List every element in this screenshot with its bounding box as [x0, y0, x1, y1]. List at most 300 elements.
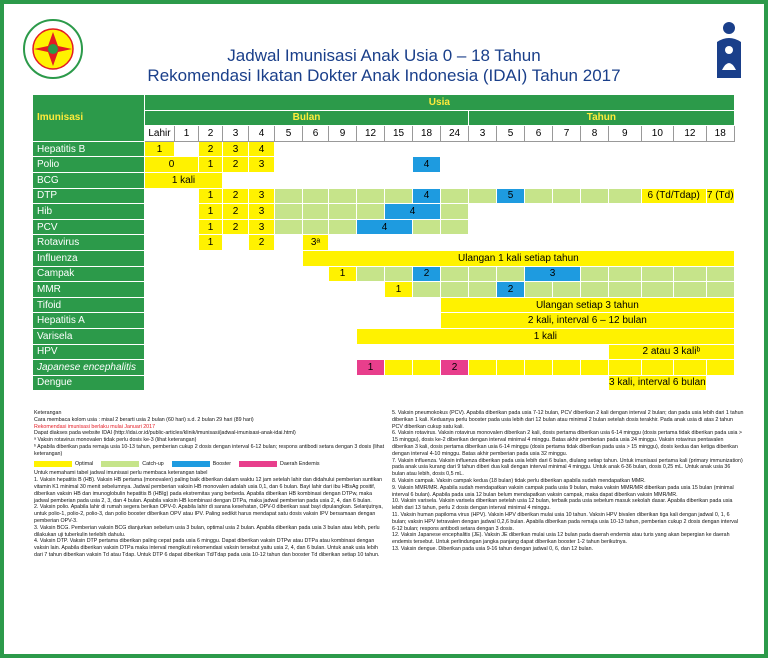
schedule-cell: [145, 360, 175, 376]
schedule-cell: [199, 328, 223, 344]
age-column-header: 7: [553, 126, 581, 142]
schedule-cell: [385, 344, 413, 360]
schedule-cell: [175, 204, 199, 220]
schedule-cell: [441, 219, 469, 235]
schedule-cell: [525, 172, 553, 188]
vaccine-row: [33, 250, 735, 266]
schedule-cell: [609, 188, 642, 204]
schedule-cell: [497, 266, 525, 282]
schedule-cell: [553, 360, 581, 376]
schedule-cell: [441, 172, 469, 188]
schedule-cell: [249, 297, 275, 313]
schedule-cell: [145, 204, 175, 220]
schedule-cell: [275, 360, 303, 376]
schedule-cell: [674, 282, 707, 298]
schedule-cell: [175, 266, 199, 282]
schedule-cell: [706, 375, 734, 391]
schedule-cell: [175, 141, 199, 157]
schedule-cell: [674, 141, 707, 157]
schedule-cell: [706, 235, 734, 251]
note-line: 8. Vaksin campak. Vaksin campak kedua (18 bulan) tidak perlu diberikan apabila sudah mendapatkan MMR.: [392, 477, 646, 484]
schedule-cell: [469, 172, 497, 188]
schedule-cell: [329, 157, 357, 173]
schedule-cell: 4: [249, 141, 275, 157]
schedule-cell: [223, 297, 249, 313]
schedule-cell: [609, 266, 642, 282]
schedule-cell: [303, 172, 329, 188]
schedule-cell: [175, 360, 199, 376]
note-line: 6. Vaksin rotavirus. Vaksin rotavirus monovalen diberikan 2 kali, dosis pertama diberikan usia 6-14 minggu (dosis pertama tidak diberikan pada usia > 15 minggu), dosis ke-2 diberikan dengan interval minimal 4 minggu. Batas akhir pemberian pada usia 24 minggu. Vaksin rotavirus pentavalen diberikan 3 kali, dosis pertama diberikan usia 6-14 minggu (dosis pertama tidak diberikan pada usia > 15 minggu), dosis kedua dan ketiga diberikan dengan interval 4-10 minggu. Batas akhir pemberian pada usia 32 minggu.: [392, 430, 743, 457]
schedule-cell: [497, 157, 525, 173]
schedule-cell: [329, 297, 357, 313]
schedule-cell: 2 kali, interval 6 – 12 bulan: [441, 313, 735, 329]
schedule-cell: [385, 266, 413, 282]
note-line: 7. Vaksin influenza. Vaksin influenza diberikan pada usia lebih dari 6 bulan, diulang setiap tahun. Untuk imunisasi pertama kali (primary immunization) pada anak usia kurang dari 9 tahun diberi dua kali dengan interval minimal 4 minggu. Untuk anak 6-36 bulan, dosis 0,25 mL. Untuk anak usia 36 bulan atau lebih, dosis 0,5 mL.: [392, 457, 743, 478]
schedule-cell: [223, 313, 249, 329]
schedule-cell: [413, 375, 441, 391]
schedule-cell: [329, 235, 357, 251]
schedule-cell: 2: [223, 188, 249, 204]
schedule-cell: [385, 360, 413, 376]
schedule-cell: [441, 188, 469, 204]
schedule-cell: [497, 141, 525, 157]
schedule-cell: 1: [199, 188, 223, 204]
legend-item-booster: [172, 461, 231, 468]
schedule-cell: [581, 375, 609, 391]
schedule-cell: [497, 344, 525, 360]
schedule-cell: [525, 157, 553, 173]
note-line: Rekomendasi imunisasi berlaku mulai Januari 2017: [34, 423, 156, 430]
schedule-cell: [641, 282, 674, 298]
vaccine-row: [33, 157, 735, 173]
schedule-cell: 0: [145, 157, 199, 173]
schedule-cell: [223, 344, 249, 360]
schedule-cell: [441, 141, 469, 157]
schedule-cell: [641, 235, 674, 251]
note-line: Untuk memahami tabel jadwal imunisasi perlu membaca keterangan tabel: [34, 470, 208, 477]
legend-item-catchup: [101, 461, 164, 468]
vaccine-name: Varisela: [33, 328, 145, 344]
vaccine-row: [33, 235, 735, 251]
schedule-cell: [525, 219, 553, 235]
notes-left-column: [34, 410, 386, 559]
vaccine-row: [33, 328, 735, 344]
schedule-cell: [223, 328, 249, 344]
schedule-cell: [223, 250, 249, 266]
schedule-cell: [553, 188, 581, 204]
vaccine-row: [33, 313, 735, 329]
schedule-cell: [385, 297, 413, 313]
age-column-header: 12: [674, 126, 707, 142]
schedule-cell: [145, 344, 175, 360]
schedule-cell: 3: [249, 219, 275, 235]
legend-label: Optimal: [75, 460, 94, 467]
schedule-cell: [581, 266, 609, 282]
schedule-cell: [275, 157, 303, 173]
vaccine-row: [33, 344, 735, 360]
schedule-cell: [469, 375, 497, 391]
parent-child-icon: [707, 20, 751, 80]
schedule-cell: [199, 344, 223, 360]
schedule-cell: [145, 250, 175, 266]
schedule-cell: 2: [199, 141, 223, 157]
schedule-cell: [357, 141, 385, 157]
schedule-cell: [275, 266, 303, 282]
schedule-cell: [497, 375, 525, 391]
schedule-cell: [497, 360, 525, 376]
schedule-cell: [581, 219, 609, 235]
schedule-cell: [413, 297, 441, 313]
schedule-cell: [609, 204, 642, 220]
schedule-cell: [303, 141, 329, 157]
schedule-cell: [441, 157, 469, 173]
schedule-cell: [469, 266, 497, 282]
schedule-cell: [525, 282, 553, 298]
schedule-cell: [329, 360, 357, 376]
schedule-cell: 6 (Td/Tdap): [641, 188, 706, 204]
schedule-cell: [199, 297, 223, 313]
schedule-cell: [329, 219, 357, 235]
schedule-cell: [275, 297, 303, 313]
schedule-cell: [469, 141, 497, 157]
schedule-cell: 3ᵃ: [303, 235, 329, 251]
schedule-cell: 3: [525, 266, 581, 282]
note-line: 13. Vaksin dengue. Diberikan pada usia 9-16 tahun dengan jadwal 0, 6, dan 12 bulan.: [392, 545, 594, 552]
schedule-cell: [357, 313, 385, 329]
schedule-cell: [553, 141, 581, 157]
schedule-cell: [581, 157, 609, 173]
schedule-cell: [275, 219, 303, 235]
schedule-cell: 5: [497, 188, 525, 204]
schedule-cell: [469, 235, 497, 251]
schedule-cell: [357, 157, 385, 173]
note-line: Dapat diakses pada website IDAI (http://idai.or.id/public-articles/klinik/imunisasi/jadwal-imunisasi-anak-idai.html): [34, 430, 296, 437]
schedule-cell: 2: [413, 266, 441, 282]
schedule-cell: [145, 219, 175, 235]
schedule-cell: [497, 219, 525, 235]
schedule-cell: [329, 344, 357, 360]
schedule-cell: [145, 313, 175, 329]
legend-swatch: [101, 461, 139, 467]
schedule-cell: [525, 375, 553, 391]
schedule-cell: [413, 360, 441, 376]
schedule-cell: 2 atau 3 kaliᵇ: [609, 344, 735, 360]
schedule-cell: [706, 157, 734, 173]
schedule-cell: [275, 328, 303, 344]
age-column-header: 5: [497, 126, 525, 142]
schedule-cell: [175, 282, 199, 298]
schedule-cell: [329, 172, 357, 188]
schedule-cell: [223, 266, 249, 282]
age-column-header: 2: [199, 126, 223, 142]
schedule-cell: [249, 266, 275, 282]
schedule-cell: [303, 219, 329, 235]
schedule-cell: Ulangan 1 kali setiap tahun: [303, 250, 735, 266]
schedule-cell: [303, 204, 329, 220]
schedule-cell: [525, 344, 553, 360]
schedule-cell: [469, 219, 497, 235]
schedule-cell: 2: [223, 219, 249, 235]
schedule-cell: [329, 141, 357, 157]
schedule-cell: [249, 375, 275, 391]
schedule-cell: [145, 235, 175, 251]
schedule-cell: [303, 375, 329, 391]
schedule-cell: [609, 235, 642, 251]
schedule-cell: [385, 172, 413, 188]
age-column-header: 9: [329, 126, 357, 142]
legend-swatch: [239, 461, 277, 467]
schedule-cell: [674, 204, 707, 220]
vaccine-name: HPV: [33, 344, 145, 360]
schedule-cell: [497, 172, 525, 188]
schedule-cell: [706, 204, 734, 220]
schedule-cell: [581, 141, 609, 157]
vaccine-row: [33, 360, 735, 376]
legend-label: Daerah Endemis: [280, 460, 320, 467]
vaccine-name: Polio: [33, 157, 145, 173]
vaccine-name: DTP: [33, 188, 145, 204]
age-column-header: 1: [175, 126, 199, 142]
schedule-cell: [249, 313, 275, 329]
schedule-cell: 1: [385, 282, 413, 298]
schedule-cell: [706, 266, 734, 282]
schedule-cell: [469, 344, 497, 360]
schedule-cell: [275, 313, 303, 329]
schedule-cell: [199, 375, 223, 391]
age-column-header: 8: [581, 126, 609, 142]
schedule-cell: 4: [385, 204, 441, 220]
vaccine-name: Hepatitis B: [33, 141, 145, 157]
schedule-cell: [175, 297, 199, 313]
schedule-cell: [641, 157, 674, 173]
note-line: 2. Vaksin polio. Apabila lahir di rumah segera berikan OPV-0. Apabila lahir di sarana kesehatan, OPV-0 diberikan saat bayi dipulangkan. Selanjutnya, untuk polio-1, polio-2, polio-3, dan polio booster diberikan OPV atau IPV. Paling sedikit harus mendapat satu dosis vaksin IPV bersamaan dengan pemberian OPV-3.: [34, 504, 383, 524]
note-line: ᵃ Vaksin rotavirus monovalen tidak perlu dosis ke-3 (lihat keterangan): [34, 437, 197, 444]
schedule-cell: [357, 172, 385, 188]
vaccine-name: Campak: [33, 266, 145, 282]
schedule-cell: [413, 219, 441, 235]
legend: [34, 461, 386, 468]
schedule-cell: [553, 157, 581, 173]
schedule-cell: [329, 375, 357, 391]
schedule-cell: [385, 157, 413, 173]
schedule-cell: [275, 235, 303, 251]
schedule-cell: [674, 219, 707, 235]
age-column-header: 3: [469, 126, 497, 142]
age-column-header: 9: [609, 126, 642, 142]
schedule-cell: [385, 188, 413, 204]
schedule-cell: [199, 250, 223, 266]
vaccine-row: [33, 297, 735, 313]
age-column-header: 6: [525, 126, 553, 142]
schedule-cell: 2: [223, 157, 249, 173]
schedule-cell: [329, 204, 357, 220]
schedule-cell: [223, 375, 249, 391]
schedule-cell: [469, 157, 497, 173]
schedule-cell: [175, 375, 199, 391]
age-column-header: 4: [249, 126, 275, 142]
schedule-cell: [553, 344, 581, 360]
schedule-cell: [249, 250, 275, 266]
vaccine-row: [33, 172, 735, 188]
schedule-cell: [641, 141, 674, 157]
schedule-cell: 1: [199, 204, 223, 220]
age-column-header: 10: [641, 126, 674, 142]
note-line: 4. Vaksin DTP. Vaksin DTP pertama diberikan paling cepat pada usia 6 minggu. Dapat diberikan vaksin DTPw atau DTPa atau kombinasi dengan vaksin lain. Apabila diberikan vaksin DTPa maka interval mengikuti rekomendasi vaksin tersebut yaitu usia 2, 4, dan 6 bulan. Untuk anak usia lebih dari 7 tahun diberikan vaksin Td atau Tdap. Untuk DTP 6 dapat diberikan Td/Tdap pada usia 10-12 tahun dan booster Td diberikan setiap 10 tahun.: [34, 538, 380, 558]
schedule-cell: [609, 219, 642, 235]
schedule-cell: [303, 188, 329, 204]
note-line: 12. Vaksin Japanese encephalitis (JE). Vaksin JE diberikan mulai usia 12 bulan pada daerah endemis atau turis yang akan bepergian ke daerah endemis tersebut. Untuk perlindungan jangka panjang dapat diberikan booster 1-2 tahun berikutnya.: [392, 532, 730, 546]
schedule-cell: [674, 235, 707, 251]
note-line: 3. Vaksin BCG. Pemberian vaksin BCG dianjurkan sebelum usia 3 bulan, optimal usia 2 bulan. Apabila diberikan pada usia 3 bulan atau lebih, perlu dilakukan uji tuberkulin terlebih dahulu.: [34, 524, 380, 538]
schedule-cell: [706, 282, 734, 298]
schedule-cell: [706, 360, 734, 376]
schedule-cell: [706, 172, 734, 188]
vaccine-row: [33, 141, 735, 157]
schedule-cell: [441, 266, 469, 282]
schedule-cell: [357, 204, 385, 220]
schedule-cell: [609, 172, 642, 188]
schedule-cell: [413, 141, 441, 157]
schedule-cell: [145, 266, 175, 282]
schedule-cell: [303, 282, 329, 298]
schedule-cell: [497, 204, 525, 220]
schedule-cell: [469, 282, 497, 298]
schedule-cell: [145, 188, 175, 204]
schedule-cell: [581, 235, 609, 251]
schedule-cell: [553, 282, 581, 298]
schedule-cell: [581, 344, 609, 360]
schedule-cell: [674, 266, 707, 282]
schedule-cell: [357, 297, 385, 313]
age-column-header: 15: [385, 126, 413, 142]
schedule-cell: 1: [145, 141, 175, 157]
schedule-cell: [303, 344, 329, 360]
age-column-header: 18: [413, 126, 441, 142]
schedule-cell: [249, 360, 275, 376]
schedule-cell: [441, 344, 469, 360]
note-line: ᵇ Apabila diberikan pada remaja usia 10-13 tahun, pemberian cukup 2 dosis dengan interval 6-12 bulan; respons antibodi setara dengan 3 dosis (lihat keterangan): [34, 443, 385, 457]
keterangan-label: Keterangan: [34, 410, 62, 416]
schedule-cell: [329, 313, 357, 329]
schedule-cell: [357, 188, 385, 204]
vaccine-name: Hib: [33, 204, 145, 220]
schedule-cell: [175, 219, 199, 235]
schedule-cell: [553, 219, 581, 235]
legend-label: Booster: [212, 460, 232, 467]
schedule-cell: [441, 375, 469, 391]
schedule-cell: [275, 172, 303, 188]
vaccine-row: [33, 375, 735, 391]
schedule-cell: [641, 360, 674, 376]
schedule-cell: [275, 204, 303, 220]
schedule-cell: [223, 360, 249, 376]
schedule-cell: [553, 235, 581, 251]
schedule-cell: 7 (Td): [706, 188, 734, 204]
schedule-cell: [581, 172, 609, 188]
schedule-cell: [249, 328, 275, 344]
page-subtitle: Rekomendasi Ikatan Dokter Anak Indonesia (IDAI) Tahun 2017: [147, 66, 621, 85]
schedule-cell: [581, 282, 609, 298]
legend-swatch: [172, 461, 210, 467]
schedule-cell: [581, 360, 609, 376]
schedule-cell: 1: [199, 219, 223, 235]
age-column-header: 18: [706, 126, 734, 142]
schedule-cell: 2: [497, 282, 525, 298]
vaccine-name: PCV: [33, 219, 145, 235]
schedule-cell: [609, 157, 642, 173]
schedule-cell: [641, 266, 674, 282]
schedule-cell: [303, 157, 329, 173]
schedule-cell: [706, 219, 734, 235]
schedule-cell: [413, 313, 441, 329]
schedule-cell: 1: [357, 360, 385, 376]
schedule-cell: [199, 313, 223, 329]
schedule-cell: [357, 375, 385, 391]
age-column-header: Lahir: [145, 126, 175, 142]
vaccine-name: Tifoid: [33, 297, 145, 313]
schedule-cell: 1: [199, 235, 223, 251]
schedule-cell: [145, 375, 175, 391]
age-column-header: 24: [441, 126, 469, 142]
note-line: Cara membaca kolom usia : misal 2 berarti usia 2 bulan (60 hari) s.d. 2 bulan 29 hari (89 hari): [34, 416, 254, 423]
schedule-cell: [199, 360, 223, 376]
schedule-cell: 1: [199, 157, 223, 173]
schedule-cell: [674, 157, 707, 173]
vaccine-name: BCG: [33, 172, 145, 188]
schedule-cell: 2: [441, 360, 469, 376]
schedule-cell: [275, 141, 303, 157]
vaccine-name: Hepatitis A: [33, 313, 145, 329]
schedule-cell: [641, 204, 674, 220]
schedule-cell: [469, 188, 497, 204]
schedule-cell: [413, 172, 441, 188]
schedule-cell: [581, 188, 609, 204]
age-column-header: 6: [303, 126, 329, 142]
schedule-cell: [525, 360, 553, 376]
schedule-cell: 4: [357, 219, 413, 235]
schedule-cell: [469, 360, 497, 376]
vaccine-row: [33, 266, 735, 282]
schedule-cell: [145, 328, 175, 344]
vaccine-name: Japanese encephalitis: [33, 360, 145, 376]
schedule-cell: [413, 282, 441, 298]
schedule-cell: [329, 188, 357, 204]
vaccine-name: Influenza: [33, 250, 145, 266]
schedule-cell: [413, 235, 441, 251]
schedule-cell: [609, 360, 642, 376]
immunization-schedule-table: [32, 94, 735, 391]
header-imunisasi: Imunisasi: [33, 95, 145, 142]
schedule-cell: [609, 141, 642, 157]
header-bulan: Bulan: [145, 110, 469, 126]
schedule-cell: 4: [413, 188, 441, 204]
legend-item-optimal: [34, 461, 93, 468]
schedule-cell: [249, 172, 275, 188]
vaccine-name: Rotavirus: [33, 235, 145, 251]
vaccine-name: Dengue: [33, 375, 145, 391]
age-column-header: 12: [357, 126, 385, 142]
schedule-cell: [385, 375, 413, 391]
schedule-cell: [497, 235, 525, 251]
schedule-cell: [525, 141, 553, 157]
schedule-cell: [275, 375, 303, 391]
legend-item-endemis: [239, 461, 319, 468]
vaccine-name: MMR: [33, 282, 145, 298]
schedule-cell: [413, 344, 441, 360]
schedule-cell: [525, 204, 553, 220]
schedule-cell: 2: [249, 235, 275, 251]
schedule-cell: [175, 344, 199, 360]
